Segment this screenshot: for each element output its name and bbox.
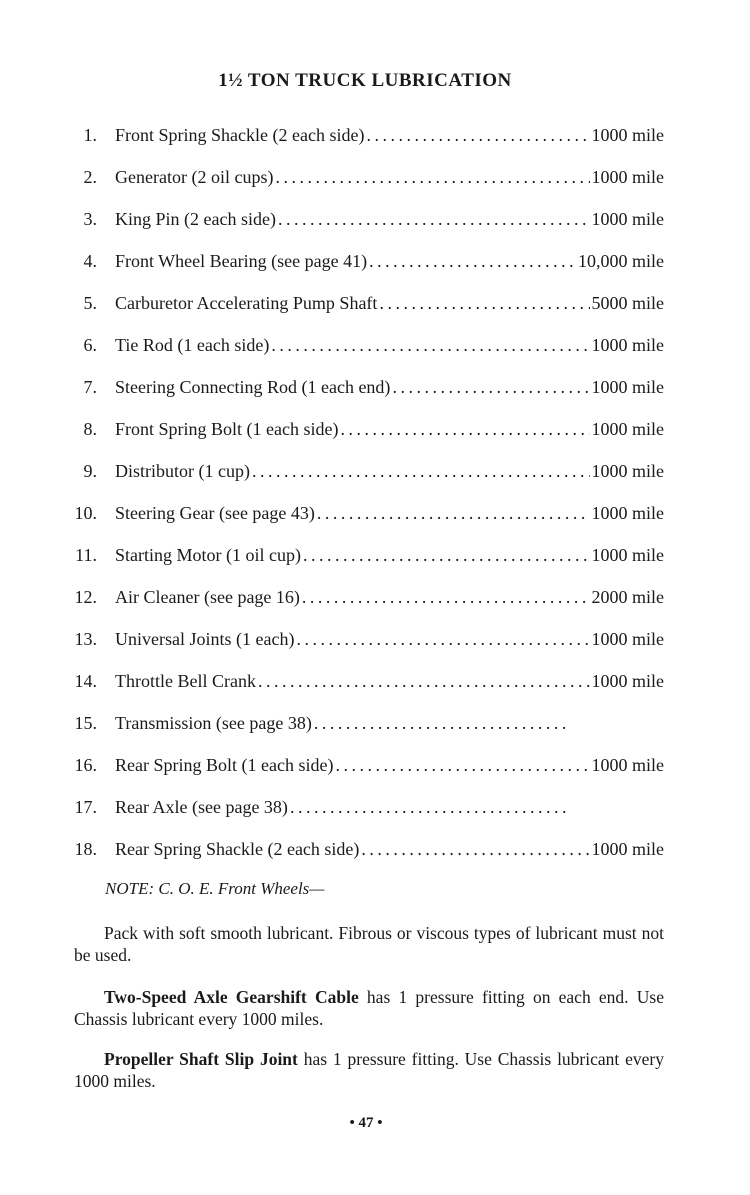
item-number: 5. bbox=[83, 293, 97, 313]
item-interval: 1000 mile bbox=[591, 545, 664, 565]
dot-leader bbox=[296, 629, 589, 650]
dot-leader bbox=[278, 209, 590, 230]
item-label: Rear Spring Bolt (1 each side) bbox=[115, 755, 334, 775]
list-item bbox=[52, 755, 664, 797]
item-label: Carburetor Accelerating Pump Shaft bbox=[115, 293, 378, 313]
dot-leader bbox=[303, 545, 590, 566]
item-number: 2. bbox=[83, 167, 97, 187]
slip-joint-paragraph bbox=[74, 1048, 664, 1092]
dot-leader bbox=[314, 713, 570, 734]
item-number: 17. bbox=[74, 797, 97, 817]
dot-leader bbox=[252, 461, 590, 482]
list-item bbox=[52, 839, 664, 881]
dot-leader bbox=[290, 797, 570, 818]
list-item bbox=[52, 293, 664, 335]
dot-leader bbox=[275, 167, 589, 188]
item-interval: 1000 mile bbox=[591, 839, 664, 859]
item-interval: 10,000 mile bbox=[578, 251, 664, 271]
list-item bbox=[52, 251, 664, 293]
list-item bbox=[52, 713, 664, 755]
item-label: Steering Connecting Rod (1 each end) bbox=[115, 377, 391, 397]
item-interval: 1000 mile bbox=[591, 167, 664, 187]
item-interval: 1000 mile bbox=[591, 755, 664, 775]
item-label: Rear Spring Shackle (2 each side) bbox=[115, 839, 360, 859]
item-number: 8. bbox=[83, 419, 97, 439]
item-interval: 1000 mile bbox=[591, 461, 664, 481]
note-heading: NOTE: C. O. E. Front Wheels— bbox=[105, 879, 325, 898]
lubrication-list bbox=[52, 125, 664, 881]
item-interval: 5000 mile bbox=[591, 293, 664, 313]
item-label: Air Cleaner (see page 16) bbox=[115, 587, 300, 607]
dot-leader bbox=[271, 335, 589, 356]
list-item bbox=[52, 503, 664, 545]
item-label: Starting Motor (1 oil cup) bbox=[115, 545, 301, 565]
note-paragraph: Pack with soft smooth lubricant. Fibrous or viscous types of lubricant must not be used. bbox=[74, 923, 664, 965]
list-item bbox=[52, 377, 664, 419]
item-number: 9. bbox=[83, 461, 97, 481]
item-label: Front Wheel Bearing (see page 41) bbox=[115, 251, 368, 271]
item-label: Steering Gear (see page 43) bbox=[115, 503, 315, 523]
item-number: 4. bbox=[83, 251, 97, 271]
item-label: Rear Axle (see page 38) bbox=[115, 797, 288, 817]
item-number: 10. bbox=[74, 503, 97, 523]
dot-leader bbox=[302, 587, 590, 608]
item-interval: 1000 mile bbox=[591, 377, 664, 397]
list-item bbox=[52, 209, 664, 251]
item-label: Generator (2 oil cups) bbox=[115, 167, 274, 187]
dot-leader bbox=[392, 377, 589, 398]
item-number: 16. bbox=[74, 755, 97, 775]
item-interval: 2000 mile bbox=[591, 587, 664, 607]
item-interval: 1000 mile bbox=[591, 419, 664, 439]
item-label: Universal Joints (1 each) bbox=[115, 629, 295, 649]
page-number: • 47 • bbox=[349, 1115, 383, 1131]
list-item bbox=[52, 461, 664, 503]
item-interval: 1000 mile bbox=[591, 125, 664, 145]
list-item bbox=[52, 167, 664, 209]
item-number: 18. bbox=[74, 839, 97, 859]
item-label: Front Spring Bolt (1 each side) bbox=[115, 419, 339, 439]
item-label: King Pin (2 each side) bbox=[115, 209, 276, 229]
item-number: 13. bbox=[74, 629, 97, 649]
item-label: Tie Rod (1 each side) bbox=[115, 335, 270, 355]
item-number: 14. bbox=[74, 671, 97, 691]
dot-leader bbox=[317, 503, 590, 524]
item-interval: 1000 mile bbox=[591, 671, 664, 691]
list-item bbox=[52, 419, 664, 461]
item-number: 11. bbox=[75, 545, 97, 565]
item-label: Throttle Bell Crank bbox=[115, 671, 256, 691]
item-interval: 1000 mile bbox=[591, 629, 664, 649]
item-number: 12. bbox=[74, 587, 97, 607]
list-item bbox=[52, 125, 664, 167]
dot-leader bbox=[340, 419, 589, 440]
item-number: 6. bbox=[83, 335, 97, 355]
item-interval: 1000 mile bbox=[591, 503, 664, 523]
item-interval: 1000 mile bbox=[591, 335, 664, 355]
list-item bbox=[52, 545, 664, 587]
gearshift-cable-heading: Two-Speed Axle Gearshift Cable bbox=[104, 987, 359, 1007]
dot-leader bbox=[366, 125, 589, 146]
slip-joint-heading: Propeller Shaft Slip Joint bbox=[104, 1049, 298, 1069]
gearshift-cable-text: has 1 pressure fitting on each end. Use Chassis lubricant every 1000 miles. bbox=[74, 987, 664, 1029]
dot-leader bbox=[335, 755, 589, 776]
item-label: Transmission (see page 38) bbox=[115, 713, 312, 733]
dot-leader bbox=[369, 251, 576, 272]
item-label: Distributor (1 cup) bbox=[115, 461, 250, 481]
list-item bbox=[52, 629, 664, 671]
slip-joint-text: has 1 pressure fitting. Use Chassis lubricant every 1000 miles. bbox=[74, 1049, 664, 1091]
item-interval: 1000 mile bbox=[591, 209, 664, 229]
dot-leader bbox=[361, 839, 589, 860]
list-item bbox=[52, 335, 664, 377]
gearshift-cable-paragraph bbox=[74, 986, 664, 1030]
item-label: Front Spring Shackle (2 each side) bbox=[115, 125, 365, 145]
page-title: 1½ TON TRUCK LUBRICATION bbox=[218, 70, 512, 91]
list-item bbox=[52, 797, 664, 839]
item-number: 7. bbox=[83, 377, 97, 397]
item-number: 15. bbox=[74, 713, 97, 733]
list-item bbox=[52, 587, 664, 629]
dot-leader bbox=[258, 671, 590, 692]
list-item bbox=[52, 671, 664, 713]
item-number: 3. bbox=[83, 209, 97, 229]
item-number: 1. bbox=[83, 125, 97, 145]
dot-leader bbox=[379, 293, 589, 314]
